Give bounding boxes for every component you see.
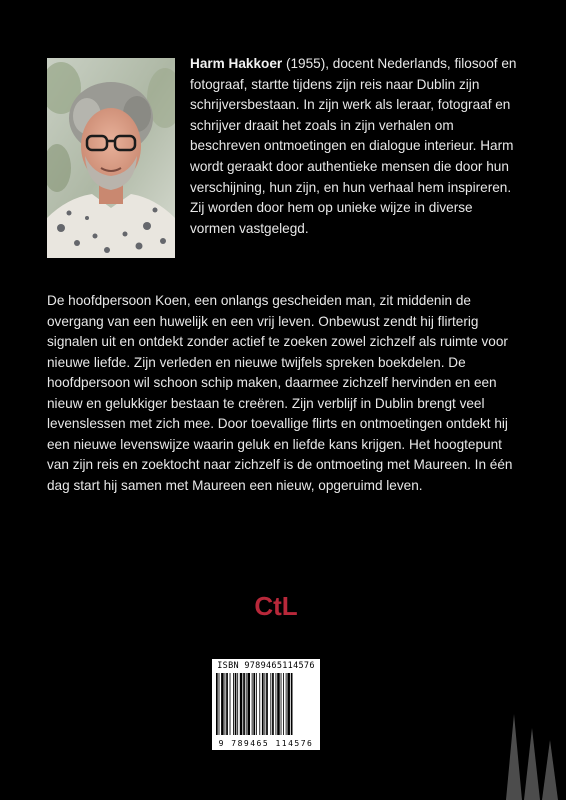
isbn-label: ISBN 9789465114576 [217,661,315,671]
barcode-bar [226,673,228,735]
barcode-bar [253,673,255,735]
barcode-bar [230,673,231,735]
barcode-bar [219,673,220,735]
barcode-bar [264,673,265,735]
barcode-bar [252,673,253,735]
barcode-bar [221,673,224,735]
barcode-bar [237,673,238,735]
author-photo [47,58,175,258]
barcode-bar [276,673,277,735]
barcode-bar [266,673,268,735]
author-name: Harm Hakkoer [190,56,283,71]
author-portrait-image [47,58,175,258]
barcode-bar [240,673,243,735]
author-bio-text: (1955), docent Nederlands, filosoof en fotograaf, startte tijdens zijn reis naar Dublin zijn schrijversbestaan. In zijn werk als leraar, fotograaf en schrijver draait het zoals in zijn verhalen om beschreven ontmoetingen en dialogue interieur. Harm wordt geraakt door authentieke mensen die door hun verschijning, hun zijn, en hun verhaal hem inspireren. Zij worden door hem op unieke wijze in diverse vormen vastgelegd. [190,56,517,236]
barcode-bar [272,673,274,735]
barcode-bar [256,673,257,735]
isbn-barcode [212,659,320,750]
publisher-logo-text: CtL [254,591,298,621]
barcode-bar [270,673,271,735]
barcode-bar [235,673,237,735]
barcode-bar [243,673,245,735]
barcode-bar [225,673,226,735]
publisher-logo [253,590,299,622]
barcode-bar [291,673,293,735]
barcode-bar [262,673,264,735]
barcode-digits: 9 789465 114576 [218,739,314,748]
barcode-bars [216,673,316,735]
barcode-bar [259,673,260,735]
synopsis-text: De hoofdpersoon Koen, een onlangs gescheiden man, zit middenin de overgang van een huwelijk en een vrij leven. Onbewust zendt hij flirterig signalen uit en ontdekt zonder actief te zoeken zowel zichzelf als ruimte voor nieuwe liefde. Zijn verleden en nieuwe twijfels spreken boekdelen. De hoofdpersoon wil schoon schip maken, daarmee zichzelf hervinden en een nieuw en gelukkiger bestaan te creëren. Zijn verblijf in Dublin brengt veel levenslessen met zich mee. Door toevallige flirts en ontmoetingen ontdekt hij een nieuwe levenswijze waarin geluk en liefde kans krijgen. Het hoogtepunt van zijn reis en zoektocht naar zichzelf is de ontmoeting met Maureen. In één dag start hij samen met Maureen een nieuw, opgeruimd leven. [47,293,513,493]
watermark-logo [488,700,566,800]
barcode-bar [216,673,218,735]
barcode-bar [283,673,284,735]
barcode-bar [286,673,287,735]
barcode-bar [277,673,280,735]
barcode-bar [287,673,290,735]
barcode-bar [233,673,234,735]
barcode-bar [281,673,282,735]
author-bio [190,54,520,239]
barcode-bar [247,673,250,735]
barcode-bar [246,673,247,735]
